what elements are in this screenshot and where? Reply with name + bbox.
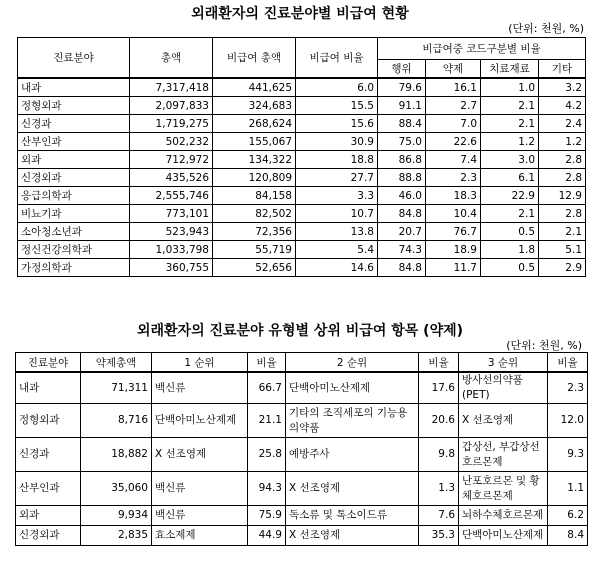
table2-title: 외래환자의 진료분야 유형별 상위 비급여 항목 (약제): [136, 323, 464, 339]
value-cell: 55,719: [213, 241, 296, 259]
value-cell: 435,526: [130, 169, 213, 187]
value-cell: 0.5: [481, 223, 539, 241]
value-cell: 18.8: [296, 151, 378, 169]
value-cell: 1,033,798: [130, 241, 213, 259]
value-cell: 120,809: [213, 169, 296, 187]
value-cell: 88.8: [378, 169, 426, 187]
table-row: [16, 526, 588, 546]
dept-cell: 산부인과: [16, 472, 81, 506]
value-cell: 4.2: [539, 97, 586, 115]
drug-item-cell: X 선조영제: [286, 526, 419, 546]
dept-cell: 신경외과: [16, 526, 81, 546]
header-other: 기타: [539, 60, 586, 79]
dept-cell: 산부인과: [18, 133, 130, 151]
value-cell: 268,624: [213, 115, 296, 133]
value-cell: 88.4: [378, 115, 426, 133]
header-ratio1: 비율: [248, 353, 286, 373]
table-row: [16, 372, 588, 404]
value-cell: 2.7: [426, 97, 481, 115]
value-cell: 79.6: [378, 78, 426, 97]
value-cell: 25.8: [248, 438, 286, 472]
header-ratio3: 비율: [548, 353, 588, 373]
drug-item-cell: 난포호르몬 및 황체호르몬제: [459, 472, 548, 506]
value-cell: 7.4: [426, 151, 481, 169]
table-row: [18, 151, 586, 169]
value-cell: 46.0: [378, 187, 426, 205]
value-cell: 324,683: [213, 97, 296, 115]
drug-item-cell: 백신류: [152, 372, 248, 404]
value-cell: 2.8: [539, 205, 586, 223]
dept-cell: 외과: [16, 506, 81, 526]
value-cell: 74.3: [378, 241, 426, 259]
table-row: [18, 169, 586, 187]
value-cell: 20.6: [419, 404, 459, 438]
drug-item-cell: 예방주사: [286, 438, 419, 472]
value-cell: 2,555,746: [130, 187, 213, 205]
value-cell: 27.7: [296, 169, 378, 187]
header-material: 치료재료: [481, 60, 539, 79]
drug-item-cell: 뇌하수체호르몬제: [459, 506, 548, 526]
value-cell: 9.3: [548, 438, 588, 472]
value-cell: 86.8: [378, 151, 426, 169]
table-row: [16, 404, 588, 438]
dept-cell: 정형외과: [16, 404, 81, 438]
value-cell: 76.7: [426, 223, 481, 241]
drug-item-cell: 독소류 및 톡소이드류: [286, 506, 419, 526]
value-cell: 18.3: [426, 187, 481, 205]
value-cell: 5.4: [296, 241, 378, 259]
value-cell: 15.6: [296, 115, 378, 133]
value-cell: 1.1: [548, 472, 588, 506]
drug-item-cell: 백신류: [152, 472, 248, 506]
table-row: [16, 438, 588, 472]
value-cell: 16.1: [426, 78, 481, 97]
value-cell: 82,502: [213, 205, 296, 223]
table-row: [18, 205, 586, 223]
value-cell: 14.6: [296, 259, 378, 277]
value-cell: 3.3: [296, 187, 378, 205]
value-cell: 75.9: [248, 506, 286, 526]
header-ratio2: 비율: [419, 353, 459, 373]
header-procedure: 행위: [378, 60, 426, 79]
value-cell: 11.7: [426, 259, 481, 277]
drug-item-cell: 기타의 조직세포의 기능용의약품: [286, 404, 419, 438]
drug-item-cell: 단백아미노산제제: [152, 404, 248, 438]
value-cell: 7.6: [419, 506, 459, 526]
value-cell: 84,158: [213, 187, 296, 205]
value-cell: 30.9: [296, 133, 378, 151]
value-cell: 13.8: [296, 223, 378, 241]
header-rank1: 1 순위: [152, 353, 248, 373]
value-cell: 6.2: [548, 506, 588, 526]
value-cell: 155,067: [213, 133, 296, 151]
drug-item-cell: 단백아미노산제제: [459, 526, 548, 546]
value-cell: 84.8: [378, 205, 426, 223]
dept-cell: 비뇨기과: [18, 205, 130, 223]
value-cell: 2.9: [539, 259, 586, 277]
value-cell: 7.0: [426, 115, 481, 133]
header-dept: 진료분야: [18, 38, 130, 79]
table-row: [18, 223, 586, 241]
value-cell: 2.4: [539, 115, 586, 133]
drug-item-cell: X 선조영제: [459, 404, 548, 438]
value-cell: 84.8: [378, 259, 426, 277]
value-cell: 8.4: [548, 526, 588, 546]
value-cell: 9.8: [419, 438, 459, 472]
value-cell: 10.7: [296, 205, 378, 223]
value-cell: 91.1: [378, 97, 426, 115]
value-cell: 12.9: [539, 187, 586, 205]
value-cell: 2.1: [539, 223, 586, 241]
value-cell: 1.2: [481, 133, 539, 151]
table-row: [18, 78, 586, 97]
value-cell: 22.9: [481, 187, 539, 205]
value-cell: 3.0: [481, 151, 539, 169]
value-cell: 94.3: [248, 472, 286, 506]
value-cell: 2.8: [539, 151, 586, 169]
table-row: [18, 259, 586, 277]
drug-item-cell: 단백아미노산제제: [286, 372, 419, 404]
drug-item-cell: 방사선의약품(PET): [459, 372, 548, 404]
dept-cell: 가정의학과: [18, 259, 130, 277]
value-cell: 17.6: [419, 372, 459, 404]
value-cell: 360,755: [130, 259, 213, 277]
header-drug-total: 약제총액: [81, 353, 152, 373]
header-nonpay-ratio: 비급여 비율: [296, 38, 378, 79]
drug-item-cell: X 선조영제: [286, 472, 419, 506]
value-cell: 134,322: [213, 151, 296, 169]
value-cell: 21.1: [248, 404, 286, 438]
value-cell: 0.5: [481, 259, 539, 277]
value-cell: 71,311: [81, 372, 152, 404]
value-cell: 12.0: [548, 404, 588, 438]
drug-item-cell: 백신류: [152, 506, 248, 526]
table2-top-drugs: [15, 352, 588, 546]
value-cell: 22.6: [426, 133, 481, 151]
table1-unit: (단위: 천원, %): [508, 22, 584, 35]
value-cell: 3.2: [539, 78, 586, 97]
dept-cell: 정신건강의학과: [18, 241, 130, 259]
dept-cell: 내과: [18, 78, 130, 97]
value-cell: 1.0: [481, 78, 539, 97]
value-cell: 2.1: [481, 115, 539, 133]
value-cell: 2,097,833: [130, 97, 213, 115]
value-cell: 1,719,275: [130, 115, 213, 133]
value-cell: 1.3: [419, 472, 459, 506]
value-cell: 66.7: [248, 372, 286, 404]
table1-title: 외래환자의 진료분야별 비급여 현황: [191, 6, 409, 22]
value-cell: 52,656: [213, 259, 296, 277]
value-cell: 9,934: [81, 506, 152, 526]
value-cell: 502,232: [130, 133, 213, 151]
table1-dept-nonpay: [17, 37, 586, 277]
value-cell: 15.5: [296, 97, 378, 115]
table-row: [16, 472, 588, 506]
value-cell: 1.8: [481, 241, 539, 259]
value-cell: 6.1: [481, 169, 539, 187]
value-cell: 2.3: [548, 372, 588, 404]
header-total: 총액: [130, 38, 213, 79]
value-cell: 18.9: [426, 241, 481, 259]
value-cell: 75.0: [378, 133, 426, 151]
header-nonpay-total: 비급여 총액: [213, 38, 296, 79]
value-cell: 35.3: [419, 526, 459, 546]
value-cell: 2.1: [481, 205, 539, 223]
dept-cell: 응급의학과: [18, 187, 130, 205]
value-cell: 712,972: [130, 151, 213, 169]
table-row: [18, 133, 586, 151]
value-cell: 8,716: [81, 404, 152, 438]
header-rank2: 2 순위: [286, 353, 419, 373]
value-cell: 441,625: [213, 78, 296, 97]
value-cell: 44.9: [248, 526, 286, 546]
value-cell: 20.7: [378, 223, 426, 241]
drug-item-cell: X 선조영제: [152, 438, 248, 472]
header-drug: 약제: [426, 60, 481, 79]
dept-cell: 신경외과: [18, 169, 130, 187]
value-cell: 7,317,418: [130, 78, 213, 97]
dept-cell: 신경과: [16, 438, 81, 472]
value-cell: 773,101: [130, 205, 213, 223]
table-row: [18, 115, 586, 133]
header-rank3: 3 순위: [459, 353, 548, 373]
value-cell: 2.1: [481, 97, 539, 115]
value-cell: 5.1: [539, 241, 586, 259]
dept-cell: 신경과: [18, 115, 130, 133]
table2-unit: (단위: 천원, %): [506, 339, 582, 352]
value-cell: 523,943: [130, 223, 213, 241]
value-cell: 1.2: [539, 133, 586, 151]
value-cell: 18,882: [81, 438, 152, 472]
value-cell: 6.0: [296, 78, 378, 97]
value-cell: 10.4: [426, 205, 481, 223]
value-cell: 72,356: [213, 223, 296, 241]
dept-cell: 내과: [16, 372, 81, 404]
header-breakdown: 비급여중 코드구분별 비율: [378, 38, 586, 60]
value-cell: 2.8: [539, 169, 586, 187]
table-row: [16, 506, 588, 526]
value-cell: 2.3: [426, 169, 481, 187]
table-row: [18, 97, 586, 115]
table-row: [18, 187, 586, 205]
value-cell: 2,835: [81, 526, 152, 546]
dept-cell: 외과: [18, 151, 130, 169]
value-cell: 35,060: [81, 472, 152, 506]
drug-item-cell: 갑상선, 부갑상선호르몬제: [459, 438, 548, 472]
dept-cell: 소아청소년과: [18, 223, 130, 241]
drug-item-cell: 효소제제: [152, 526, 248, 546]
header-dept: 진료분야: [16, 353, 81, 373]
table-row: [18, 241, 586, 259]
dept-cell: 정형외과: [18, 97, 130, 115]
